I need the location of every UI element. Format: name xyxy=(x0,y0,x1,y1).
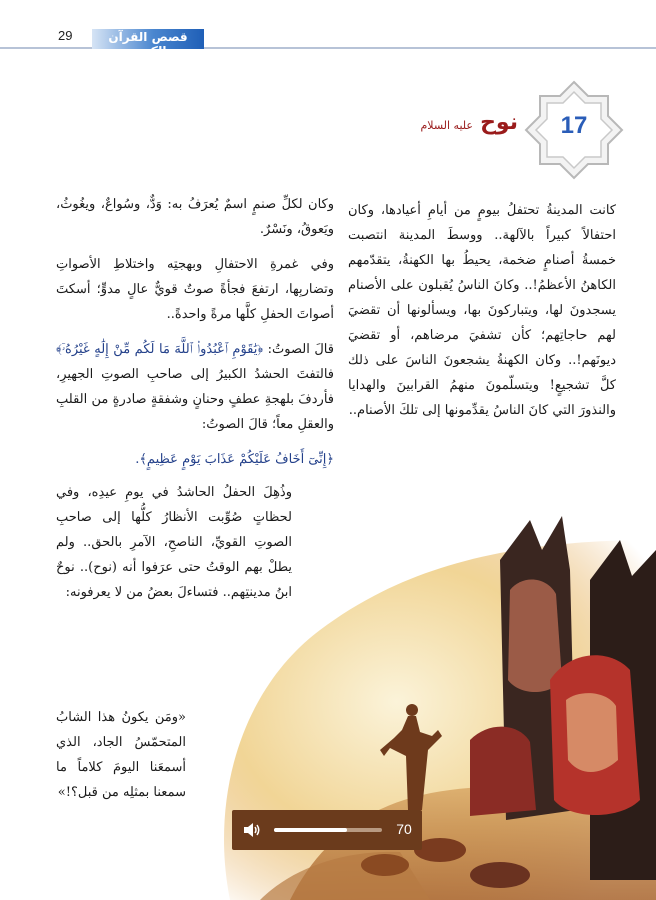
series-title: قصص القرآن الكريم xyxy=(108,30,188,58)
text-fragment: فالتفتَ الحشدُ الكبيرُ إلى صاحبِ الصوتِ الجهيرِ، فأردفَ بلهجةِ عطفٍ وحنانٍ وشفقةٍ صادرةٍ من القلبِ والعقلِ معاً؛ قالَ الصوتُ: xyxy=(56,367,334,432)
speaker-icon[interactable] xyxy=(242,820,262,840)
text-fragment: قالَ الصوتُ: xyxy=(263,342,334,357)
paragraph xyxy=(56,337,334,437)
paragraph: وذُهِلَ الحفلُ الحاشدُ في يومِ عيدِه، وفي لحظاتٍ صُوِّبت الأنظارُ كلُّها إلى صاحبِ الصوتِ القويِّ، الناصحِ، الآمرِ بالحق.. ولم يطلْ بهم الوقتُ حتى عرَفوا أنه (نوح).. نوحٌ ابنُ مدينتِهم.. فتساءلَ بعضُ من لا يعرفونه: xyxy=(56,485,292,600)
chapter-title: نوح xyxy=(480,110,518,135)
volume-slider-fill xyxy=(274,828,347,832)
paragraph: كانت المدينةُ تحتفلُ بيومٍ من أيامِ أعيادها، وكان احتفالاً كبيراً بالآلهة.. ووسطَ المدينة انتصبت خمسةُ أصنامٍ ضخمة، يحيطُ بها الكهنةُ، يتقدّمهم الكاهنُ الأعظمُ!.. وكانَ الناسُ يُقبلون على الأصنام يسجدونَ لها، ويتباركونَ بها، ويسألونها أن تقضيَ لهم حاجاتِهم؛ كأن تشفيَ مرضاهم، أو تقضيَ ديونَهم!.. وكان الكهنةُ يشجعونَ الناسَ على ذلك كلَّ تشجيعٍ! ويتسلّمونَ منهمُ القرابينَ والهدايا والنذورَ التي كانَ الناسُ يقدِّمونها إلى تلكَ الأصنام.. xyxy=(348,203,616,418)
chapter-number: 17 xyxy=(560,112,588,139)
chapter-heading xyxy=(410,110,518,135)
chapter-honorific: عليه السلام xyxy=(420,119,473,132)
left-lower-text xyxy=(56,480,292,615)
right-text-column xyxy=(348,198,616,433)
page-number: 29 xyxy=(58,28,73,43)
paragraph: وكان لكلِّ صنمٍ اسمٌ يُعرَفُ به: وَدٌّ، وسُواعٌ، ويغُوثُ، ويَعوقُ، ونَسْرٌ. xyxy=(56,197,334,237)
quran-verse: ﴿يَٰقَوْمِ ٱعْبُدُوا۟ ٱللَّهَ مَا لَكُم مِّنْ إِلَٰهٍ غَيْرُهُۥٓ﴾ xyxy=(56,342,264,357)
left-text-column xyxy=(56,192,334,482)
quoted-question: «ومَن يكونُ هذا الشابُ المتحمّسُ الجاد، الذي أسمعَنا اليومَ كلاماً ما سمعنا بمثلِه من قبل؟!» xyxy=(56,710,186,800)
quran-verse: ﴿إِنِّىٓ أَخَافُ عَلَيْكُمْ عَذَابَ يَوْمٍ عَظِيمٍ﴾. xyxy=(135,452,334,467)
audio-player xyxy=(232,810,422,850)
volume-value: 70 xyxy=(396,821,412,837)
paragraph: وفي غمرةِ الاحتفالِ وبهجتِه واختلاطِ الأصواتِ وتضاربِها، ارتفعَ فجأةً صوتٌ قويٌّ عالٍ مدوٍّ؛ أسكتَ أصواتَ الحفلِ كلَّها مرةً واحدةً.. xyxy=(56,257,334,322)
volume-slider[interactable] xyxy=(274,828,382,832)
